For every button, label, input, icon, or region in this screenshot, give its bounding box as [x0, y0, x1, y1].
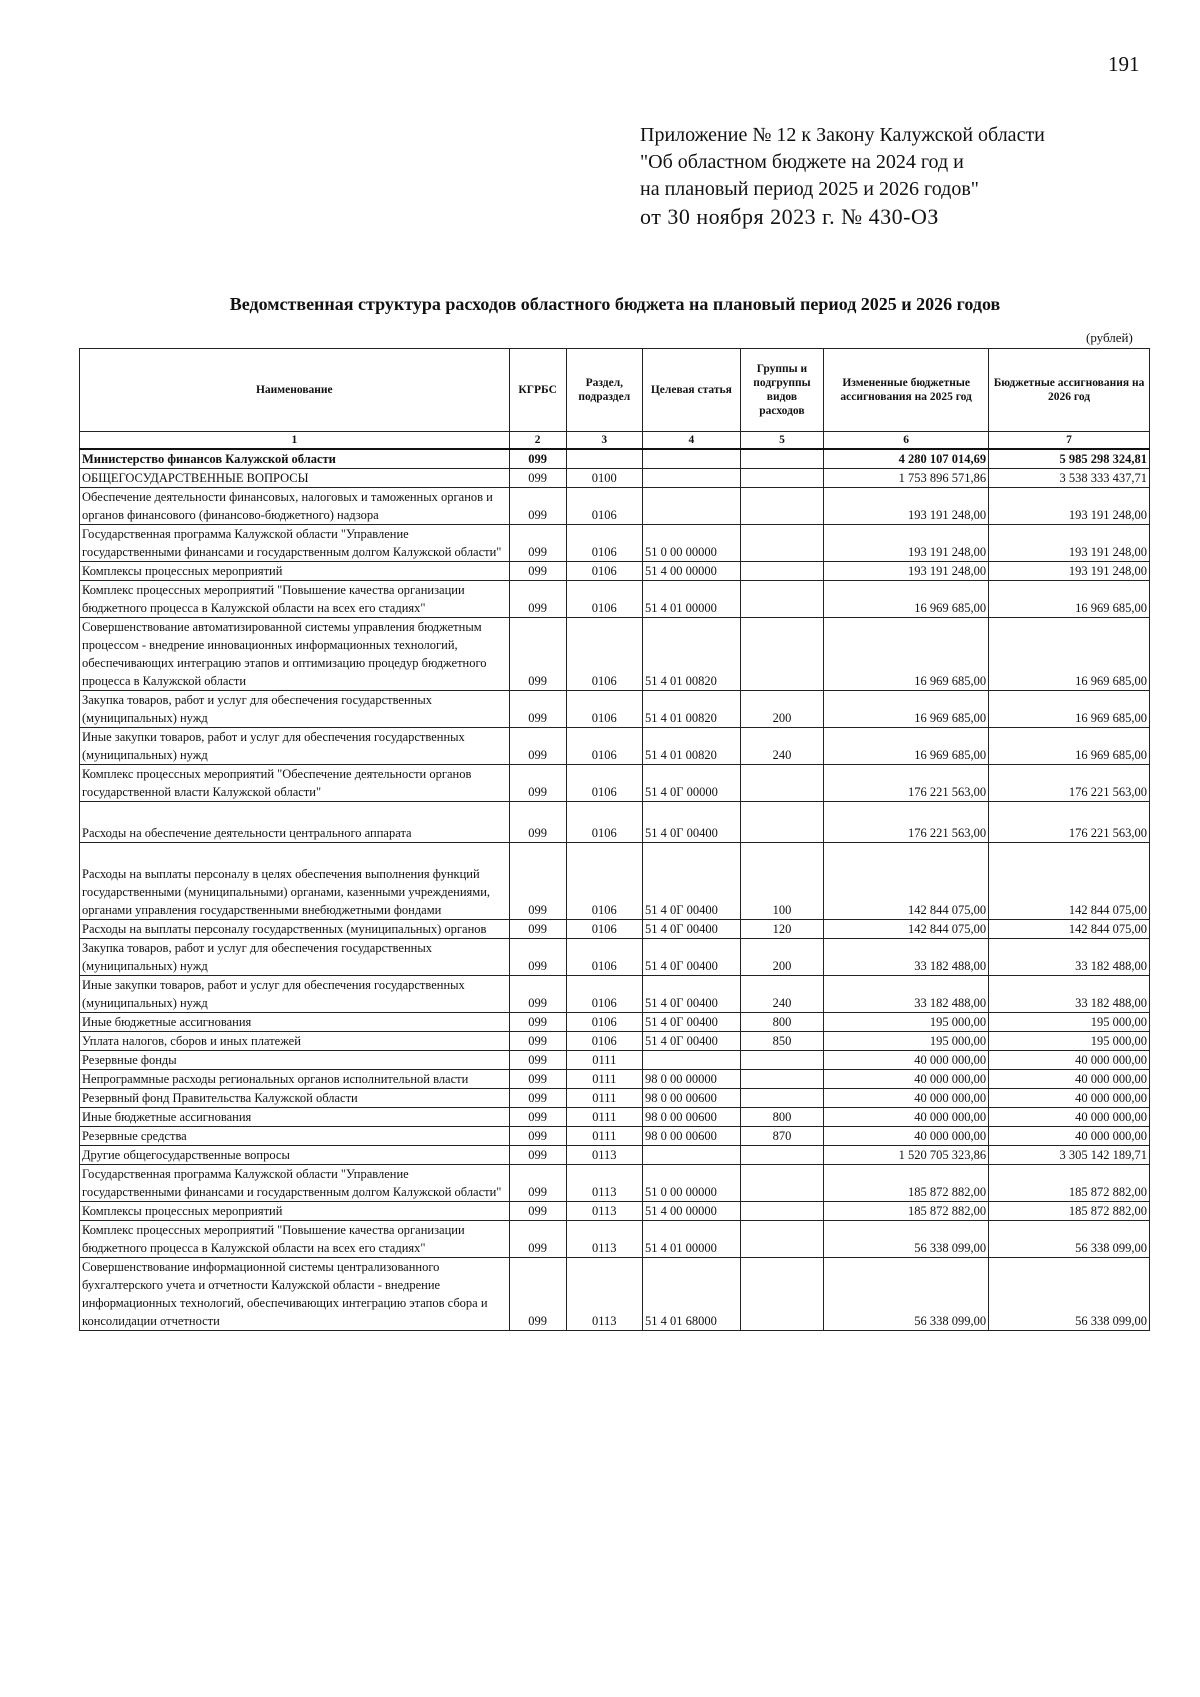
table-row	[80, 469, 1150, 488]
cell-amount-2026: 193 191 248,00	[989, 488, 1150, 525]
cell-kgrbs: 099	[509, 1165, 566, 1202]
cell-kgrbs: 099	[509, 1089, 566, 1108]
column-number: 2	[509, 432, 566, 450]
cell-kgrbs: 099	[509, 1258, 566, 1331]
cell-amount-2026: 193 191 248,00	[989, 525, 1150, 562]
cell-kgrbs: 099	[509, 920, 566, 939]
cell-kgrbs: 099	[509, 1013, 566, 1032]
cell-razdel: 0113	[566, 1258, 642, 1331]
cell-amount-2026: 16 969 685,00	[989, 618, 1150, 691]
cell-amount-2026: 176 221 563,00	[989, 765, 1150, 802]
cell-vid	[740, 469, 823, 488]
cell-vid	[740, 1258, 823, 1331]
cell-amount-2026: 185 872 882,00	[989, 1165, 1150, 1202]
cell-statya: 51 4 0Г 00400	[642, 976, 740, 1013]
cell-amount-2026: 3 538 333 437,71	[989, 469, 1150, 488]
header-2026: Бюджетные ассигнования на 2026 год	[989, 349, 1150, 432]
cell-amount-2025: 16 969 685,00	[824, 728, 989, 765]
cell-kgrbs: 099	[509, 728, 566, 765]
cell-amount-2025: 193 191 248,00	[824, 562, 989, 581]
table-row	[80, 1089, 1150, 1108]
cell-statya: 51 4 01 68000	[642, 1258, 740, 1331]
appendix-line-3: на плановый период 2025 и 2026 годов"	[640, 178, 979, 200]
cell-amount-2025: 40 000 000,00	[824, 1108, 989, 1127]
cell-razdel: 0106	[566, 525, 642, 562]
column-number: 4	[642, 432, 740, 450]
cell-amount-2025: 40 000 000,00	[824, 1051, 989, 1070]
cell-kgrbs: 099	[509, 691, 566, 728]
cell-statya: 51 4 0Г 00400	[642, 1013, 740, 1032]
cell-statya	[642, 1051, 740, 1070]
cell-kgrbs: 099	[509, 765, 566, 802]
column-number-row	[80, 432, 1150, 450]
cell-statya: 51 4 0Г 00400	[642, 802, 740, 843]
cell-amount-2025: 56 338 099,00	[824, 1258, 989, 1331]
cell-statya	[642, 469, 740, 488]
cell-amount-2026: 185 872 882,00	[989, 1202, 1150, 1221]
cell-razdel: 0106	[566, 728, 642, 765]
cell-kgrbs: 099	[509, 618, 566, 691]
cell-vid	[740, 802, 823, 843]
cell-amount-2025: 40 000 000,00	[824, 1127, 989, 1146]
cell-amount-2025: 1 753 896 571,86	[824, 469, 989, 488]
cell-kgrbs: 099	[509, 562, 566, 581]
cell-razdel: 0106	[566, 843, 642, 920]
cell-razdel: 0113	[566, 1165, 642, 1202]
cell-razdel	[566, 449, 642, 469]
table-row	[80, 976, 1150, 1013]
cell-kgrbs: 099	[509, 449, 566, 469]
cell-amount-2025: 195 000,00	[824, 1013, 989, 1032]
cell-amount-2026: 142 844 075,00	[989, 920, 1150, 939]
table-row	[80, 449, 1150, 469]
cell-kgrbs: 099	[509, 939, 566, 976]
cell-statya: 51 4 01 00000	[642, 581, 740, 618]
table-row	[80, 939, 1150, 976]
cell-amount-2025: 185 872 882,00	[824, 1202, 989, 1221]
cell-amount-2025: 4 280 107 014,69	[824, 449, 989, 469]
appendix-line-2: "Об областном бюджете на 2024 год и	[640, 151, 964, 173]
cell-name: Комплекс процессных мероприятий "Обеспечение деятельности органов государственной власти Калужской области"	[80, 765, 510, 802]
table-row	[80, 1070, 1150, 1089]
cell-name: Иные закупки товаров, работ и услуг для обеспечения государственных (муниципальных) нужд	[80, 976, 510, 1013]
table-row	[80, 618, 1150, 691]
cell-amount-2026: 16 969 685,00	[989, 581, 1150, 618]
cell-razdel: 0106	[566, 939, 642, 976]
cell-kgrbs: 099	[509, 1108, 566, 1127]
table-row	[80, 562, 1150, 581]
cell-statya: 51 4 00 00000	[642, 562, 740, 581]
cell-statya: 51 4 01 00000	[642, 1221, 740, 1258]
header-vid: Группы и подгруппы видов расходов	[740, 349, 823, 432]
table-row	[80, 1202, 1150, 1221]
cell-amount-2025: 142 844 075,00	[824, 920, 989, 939]
cell-kgrbs: 099	[509, 802, 566, 843]
cell-statya: 51 4 0Г 00000	[642, 765, 740, 802]
cell-vid	[740, 618, 823, 691]
page-number: 191	[1108, 52, 1140, 76]
table-row	[80, 802, 1150, 843]
table-row	[80, 920, 1150, 939]
cell-name: Совершенствование автоматизированной системы управления бюджетным процессом - внедрение инновационных информационных технологий, обеспечивающих интеграцию этапов и оптимизацию процедур бюджетного процесса в Калужской области	[80, 618, 510, 691]
cell-vid	[740, 562, 823, 581]
table-row	[80, 1127, 1150, 1146]
table-row	[80, 525, 1150, 562]
cell-razdel: 0106	[566, 618, 642, 691]
cell-vid	[740, 488, 823, 525]
cell-amount-2025: 193 191 248,00	[824, 525, 989, 562]
cell-statya: 51 4 0Г 00400	[642, 1032, 740, 1051]
cell-statya: 51 4 0Г 00400	[642, 843, 740, 920]
cell-statya: 51 4 0Г 00400	[642, 939, 740, 976]
cell-amount-2025: 176 221 563,00	[824, 765, 989, 802]
column-number: 1	[80, 432, 510, 450]
cell-amount-2026: 40 000 000,00	[989, 1089, 1150, 1108]
cell-amount-2025: 185 872 882,00	[824, 1165, 989, 1202]
table-row	[80, 728, 1150, 765]
cell-vid: 200	[740, 939, 823, 976]
cell-name: Комплексы процессных мероприятий	[80, 1202, 510, 1221]
appendix-line-4: от 30 ноября 2023 г. № 430-ОЗ	[640, 204, 939, 229]
cell-name: Непрограммные расходы региональных органов исполнительной власти	[80, 1070, 510, 1089]
cell-razdel: 0106	[566, 1032, 642, 1051]
cell-amount-2026: 40 000 000,00	[989, 1127, 1150, 1146]
appendix-block	[640, 122, 1045, 230]
cell-amount-2025: 33 182 488,00	[824, 976, 989, 1013]
cell-amount-2026: 56 338 099,00	[989, 1258, 1150, 1331]
cell-name: Уплата налогов, сборов и иных платежей	[80, 1032, 510, 1051]
cell-kgrbs: 099	[509, 1032, 566, 1051]
cell-vid	[740, 449, 823, 469]
cell-vid	[740, 1089, 823, 1108]
cell-amount-2025: 195 000,00	[824, 1032, 989, 1051]
cell-statya: 98 0 00 00600	[642, 1127, 740, 1146]
table-body	[80, 449, 1150, 1331]
cell-statya	[642, 488, 740, 525]
cell-name: Другие общегосударственные вопросы	[80, 1146, 510, 1165]
cell-amount-2026: 193 191 248,00	[989, 562, 1150, 581]
cell-statya	[642, 449, 740, 469]
cell-vid	[740, 1221, 823, 1258]
table-header-row	[80, 349, 1150, 432]
table-row	[80, 1165, 1150, 1202]
cell-name: Комплексы процессных мероприятий	[80, 562, 510, 581]
table-row	[80, 488, 1150, 525]
cell-amount-2026: 33 182 488,00	[989, 939, 1150, 976]
table-row	[80, 1013, 1150, 1032]
cell-vid: 800	[740, 1108, 823, 1127]
table-row	[80, 1221, 1150, 1258]
cell-amount-2026: 33 182 488,00	[989, 976, 1150, 1013]
cell-name: Резервные фонды	[80, 1051, 510, 1070]
cell-vid	[740, 765, 823, 802]
cell-kgrbs: 099	[509, 525, 566, 562]
cell-amount-2026: 3 305 142 189,71	[989, 1146, 1150, 1165]
cell-amount-2026: 195 000,00	[989, 1013, 1150, 1032]
cell-name: Иные бюджетные ассигнования	[80, 1108, 510, 1127]
cell-name: Комплекс процессных мероприятий "Повышение качества организации бюджетного процесса в Калужской области на всех его стадиях"	[80, 581, 510, 618]
cell-razdel: 0111	[566, 1089, 642, 1108]
cell-vid: 100	[740, 843, 823, 920]
header-statya: Целевая статья	[642, 349, 740, 432]
cell-vid	[740, 1165, 823, 1202]
cell-amount-2026: 56 338 099,00	[989, 1221, 1150, 1258]
cell-statya: 51 4 01 00820	[642, 618, 740, 691]
cell-statya: 51 0 00 00000	[642, 525, 740, 562]
cell-vid	[740, 581, 823, 618]
cell-statya: 51 4 0Г 00400	[642, 920, 740, 939]
cell-name: Государственная программа Калужской области "Управление государственными финансами и государственным долгом Калужской области"	[80, 525, 510, 562]
cell-razdel: 0106	[566, 920, 642, 939]
cell-kgrbs: 099	[509, 1221, 566, 1258]
cell-vid: 240	[740, 976, 823, 1013]
cell-name: Иные закупки товаров, работ и услуг для обеспечения государственных (муниципальных) нужд	[80, 728, 510, 765]
cell-name: ОБЩЕГОСУДАРСТВЕННЫЕ ВОПРОСЫ	[80, 469, 510, 488]
cell-vid	[740, 1051, 823, 1070]
cell-name: Расходы на выплаты персоналу в целях обеспечения выполнения функций государственными (муниципальными) органами, казенными учреждениями, органами управления государственными внебюджетными фондами	[80, 843, 510, 920]
cell-statya: 98 0 00 00600	[642, 1108, 740, 1127]
column-number: 7	[989, 432, 1150, 450]
column-number: 5	[740, 432, 823, 450]
cell-amount-2025: 16 969 685,00	[824, 581, 989, 618]
cell-razdel: 0106	[566, 488, 642, 525]
cell-razdel: 0111	[566, 1108, 642, 1127]
cell-kgrbs: 099	[509, 1070, 566, 1089]
cell-razdel: 0106	[566, 581, 642, 618]
cell-amount-2026: 16 969 685,00	[989, 691, 1150, 728]
cell-vid: 850	[740, 1032, 823, 1051]
table-row	[80, 765, 1150, 802]
cell-name: Расходы на обеспечение деятельности центрального аппарата	[80, 802, 510, 843]
cell-vid: 800	[740, 1013, 823, 1032]
cell-razdel: 0111	[566, 1127, 642, 1146]
cell-statya: 98 0 00 00600	[642, 1089, 740, 1108]
header-name: Наименование	[80, 349, 510, 432]
cell-amount-2025: 40 000 000,00	[824, 1089, 989, 1108]
cell-statya: 51 0 00 00000	[642, 1165, 740, 1202]
units-label: (рублей)	[1086, 330, 1133, 345]
cell-vid	[740, 1202, 823, 1221]
table-row	[80, 1051, 1150, 1070]
cell-razdel: 0111	[566, 1070, 642, 1089]
cell-amount-2026: 176 221 563,00	[989, 802, 1150, 843]
cell-amount-2026: 40 000 000,00	[989, 1051, 1150, 1070]
cell-name: Совершенствование информационной системы централизованного бухгалтерского учета и отчетности Калужской области - внедрение информационных технологий, обеспечивающих интеграцию этапов сбора и консолидации отчетности	[80, 1258, 510, 1331]
table-row	[80, 581, 1150, 618]
cell-vid: 200	[740, 691, 823, 728]
budget-table	[79, 348, 1150, 1331]
cell-razdel: 0106	[566, 1013, 642, 1032]
cell-amount-2026: 142 844 075,00	[989, 843, 1150, 920]
cell-amount-2025: 16 969 685,00	[824, 618, 989, 691]
cell-razdel: 0113	[566, 1146, 642, 1165]
cell-name: Комплекс процессных мероприятий "Повышение качества организации бюджетного процесса в Калужской области на всех его стадиях"	[80, 1221, 510, 1258]
cell-razdel: 0111	[566, 1051, 642, 1070]
cell-kgrbs: 099	[509, 1146, 566, 1165]
cell-amount-2025: 1 520 705 323,86	[824, 1146, 989, 1165]
cell-name: Закупка товаров, работ и услуг для обеспечения государственных (муниципальных) нужд	[80, 691, 510, 728]
table-row	[80, 691, 1150, 728]
cell-razdel: 0113	[566, 1202, 642, 1221]
cell-name: Закупка товаров, работ и услуг для обеспечения государственных (муниципальных) нужд	[80, 939, 510, 976]
cell-kgrbs: 099	[509, 1051, 566, 1070]
cell-name: Иные бюджетные ассигнования	[80, 1013, 510, 1032]
cell-razdel: 0100	[566, 469, 642, 488]
cell-kgrbs: 099	[509, 1202, 566, 1221]
cell-amount-2025: 142 844 075,00	[824, 843, 989, 920]
cell-vid: 870	[740, 1127, 823, 1146]
table-row	[80, 1108, 1150, 1127]
cell-vid: 120	[740, 920, 823, 939]
column-number: 6	[824, 432, 989, 450]
cell-statya: 51 4 01 00820	[642, 728, 740, 765]
cell-name: Расходы на выплаты персоналу государственных (муниципальных) органов	[80, 920, 510, 939]
cell-name: Резервные средства	[80, 1127, 510, 1146]
cell-statya: 51 4 00 00000	[642, 1202, 740, 1221]
cell-name: Резервный фонд Правительства Калужской области	[80, 1089, 510, 1108]
cell-name: Государственная программа Калужской области "Управление государственными финансами и государственным долгом Калужской области"	[80, 1165, 510, 1202]
cell-statya: 51 4 01 00820	[642, 691, 740, 728]
cell-amount-2025: 176 221 563,00	[824, 802, 989, 843]
cell-razdel: 0106	[566, 691, 642, 728]
cell-vid	[740, 525, 823, 562]
cell-amount-2025: 33 182 488,00	[824, 939, 989, 976]
header-2025: Измененные бюджетные ассигнования на 2025 год	[824, 349, 989, 432]
cell-razdel: 0106	[566, 802, 642, 843]
cell-vid	[740, 1070, 823, 1089]
cell-razdel: 0113	[566, 1221, 642, 1258]
cell-amount-2026: 40 000 000,00	[989, 1070, 1150, 1089]
header-razdel: Раздел, подраздел	[566, 349, 642, 432]
table-row	[80, 843, 1150, 920]
column-number: 3	[566, 432, 642, 450]
cell-amount-2025: 40 000 000,00	[824, 1070, 989, 1089]
cell-amount-2025: 193 191 248,00	[824, 488, 989, 525]
header-kgrbs: КГРБС	[509, 349, 566, 432]
table-row	[80, 1258, 1150, 1331]
cell-razdel: 0106	[566, 562, 642, 581]
cell-vid: 240	[740, 728, 823, 765]
table-row	[80, 1032, 1150, 1051]
cell-kgrbs: 099	[509, 1127, 566, 1146]
cell-amount-2026: 5 985 298 324,81	[989, 449, 1150, 469]
cell-statya: 98 0 00 00000	[642, 1070, 740, 1089]
cell-razdel: 0106	[566, 765, 642, 802]
cell-razdel: 0106	[566, 976, 642, 1013]
cell-amount-2025: 56 338 099,00	[824, 1221, 989, 1258]
cell-amount-2025: 16 969 685,00	[824, 691, 989, 728]
cell-kgrbs: 099	[509, 469, 566, 488]
document-title: Ведомственная структура расходов областного бюджета на плановый период 2025 и 2026 годов	[229, 294, 1001, 314]
cell-amount-2026: 40 000 000,00	[989, 1108, 1150, 1127]
cell-statya	[642, 1146, 740, 1165]
appendix-line-1: Приложение № 12 к Закону Калужской области	[640, 124, 1045, 146]
cell-vid	[740, 1146, 823, 1165]
table-row	[80, 1146, 1150, 1165]
cell-amount-2026: 195 000,00	[989, 1032, 1150, 1051]
cell-kgrbs: 099	[509, 488, 566, 525]
cell-kgrbs: 099	[509, 843, 566, 920]
cell-amount-2026: 16 969 685,00	[989, 728, 1150, 765]
cell-name: Министерство финансов Калужской области	[80, 449, 510, 469]
cell-name: Обеспечение деятельности финансовых, налоговых и таможенных органов и органов финансового (финансово-бюджетного) надзора	[80, 488, 510, 525]
cell-kgrbs: 099	[509, 581, 566, 618]
cell-kgrbs: 099	[509, 976, 566, 1013]
